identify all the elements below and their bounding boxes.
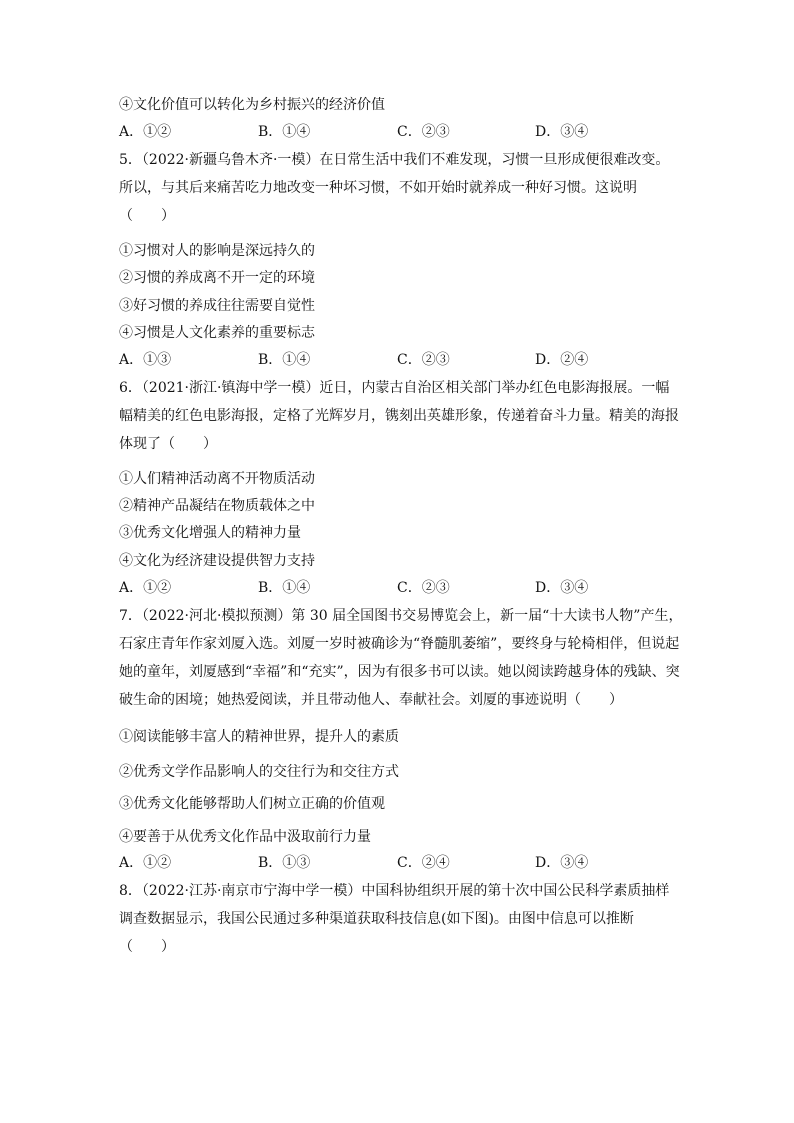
q6-item-2: ②精神产品凝结在物质载体之中 bbox=[119, 498, 315, 514]
q6-item-1: ①人们精神活动离不开物质活动 bbox=[119, 471, 315, 487]
q6-stem-line-2: 幅精美的红色电影海报，定格了光辉岁月，镌刻出英雄形象，传递着奋斗力量。精美的海报 bbox=[119, 408, 679, 424]
q5-stem-line-3: （ ） bbox=[119, 208, 175, 224]
q5-option-c: C．②③ bbox=[397, 352, 450, 368]
q5-item-3: ③好习惯的养成往往需要自觉性 bbox=[119, 298, 315, 314]
q7-item-1: ①阅读能够丰富人的精神世界，提升人的素质 bbox=[119, 729, 399, 745]
q6-option-b: B．①④ bbox=[258, 580, 311, 596]
q7-stem-line-4: 破生命的困境；她热爱阅读，并且带动他人、奉献社会。刘厦的事迹说明（ ） bbox=[119, 692, 623, 708]
q7-option-d: D．③④ bbox=[535, 855, 589, 871]
q8-stem-line-2: 调查数据显示，我国公民通过多种渠道获取科技信息(如下图)。由图中信息可以推断 bbox=[119, 911, 634, 927]
q8-stem-line-1: 8．（2022·江苏·南京市宁海中学一模）中国科协组织开展的第十次中国公民科学素质抽样 bbox=[119, 883, 670, 899]
q6-stem-line-1: 6．（2021·浙江·镇海中学一模）近日，内蒙古自治区相关部门举办红色电影海报展。一幅 bbox=[119, 380, 670, 396]
q5-item-4: ④习惯是人文化素养的重要标志 bbox=[119, 325, 315, 341]
q5-item-1: ①习惯对人的影响是深远持久的 bbox=[119, 243, 315, 259]
q6-item-4: ④文化为经济建设提供智力支持 bbox=[119, 553, 315, 569]
q5-option-a: A．①③ bbox=[119, 352, 172, 368]
q6-option-d: D．③④ bbox=[535, 580, 589, 596]
q5-stem-line-1: 5．（2022·新疆乌鲁木齐·一模）在日常生活中我们不难发现，习惯一旦形成便很难改变。 bbox=[119, 152, 670, 168]
q5-stem-line-2: 所以，与其后来痛苦吃力地改变一种坏习惯，不如开始时就养成一种好习惯。这说明 bbox=[119, 180, 637, 196]
q7-option-c: C．②④ bbox=[397, 855, 450, 871]
q4-item-4: ④文化价值可以转化为乡村振兴的经济价值 bbox=[119, 97, 385, 113]
q8-stem-line-3: （ ） bbox=[119, 939, 175, 955]
q4-option-c: C．②③ bbox=[397, 124, 450, 140]
q5-item-2: ②习惯的养成离不开一定的环境 bbox=[119, 270, 315, 286]
q5-option-d: D．②④ bbox=[535, 352, 589, 368]
q6-item-3: ③优秀文化增强人的精神力量 bbox=[119, 525, 301, 541]
q7-item-4: ④要善于从优秀文化作品中汲取前行力量 bbox=[119, 829, 371, 845]
q4-option-a: A．①② bbox=[119, 124, 172, 140]
q6-option-a: A．①② bbox=[119, 580, 172, 596]
q7-stem-line-3: 她的童年，刘厦感到“幸福”和“充实”，因为有很多书可以读。她以阅读跨越身体的残缺、突 bbox=[119, 664, 680, 680]
q7-option-a: A．①② bbox=[119, 855, 172, 871]
q6-option-c: C．②③ bbox=[397, 580, 450, 596]
q4-option-b: B．①④ bbox=[258, 124, 311, 140]
q5-option-b: B．①④ bbox=[258, 352, 311, 368]
q7-item-2: ②优秀文学作品影响人的交往行为和交往方式 bbox=[119, 764, 399, 780]
q6-stem-line-3: 体现了（ ） bbox=[119, 436, 217, 452]
q7-item-3: ③优秀文化能够帮助人们树立正确的价值观 bbox=[119, 796, 385, 812]
q7-stem-line-1: 7．（2022·河北·模拟预测）第 30 届全国图书交易博览会上，新一届“十大读书人物”产生， bbox=[119, 608, 683, 624]
q7-option-b: B．①③ bbox=[258, 855, 311, 871]
q7-stem-line-2: 石家庄青年作家刘厦入选。刘厦一岁时被确诊为“脊髓肌萎缩”，要终身与轮椅相伴，但说起 bbox=[119, 636, 680, 652]
q4-option-d: D．③④ bbox=[535, 124, 589, 140]
